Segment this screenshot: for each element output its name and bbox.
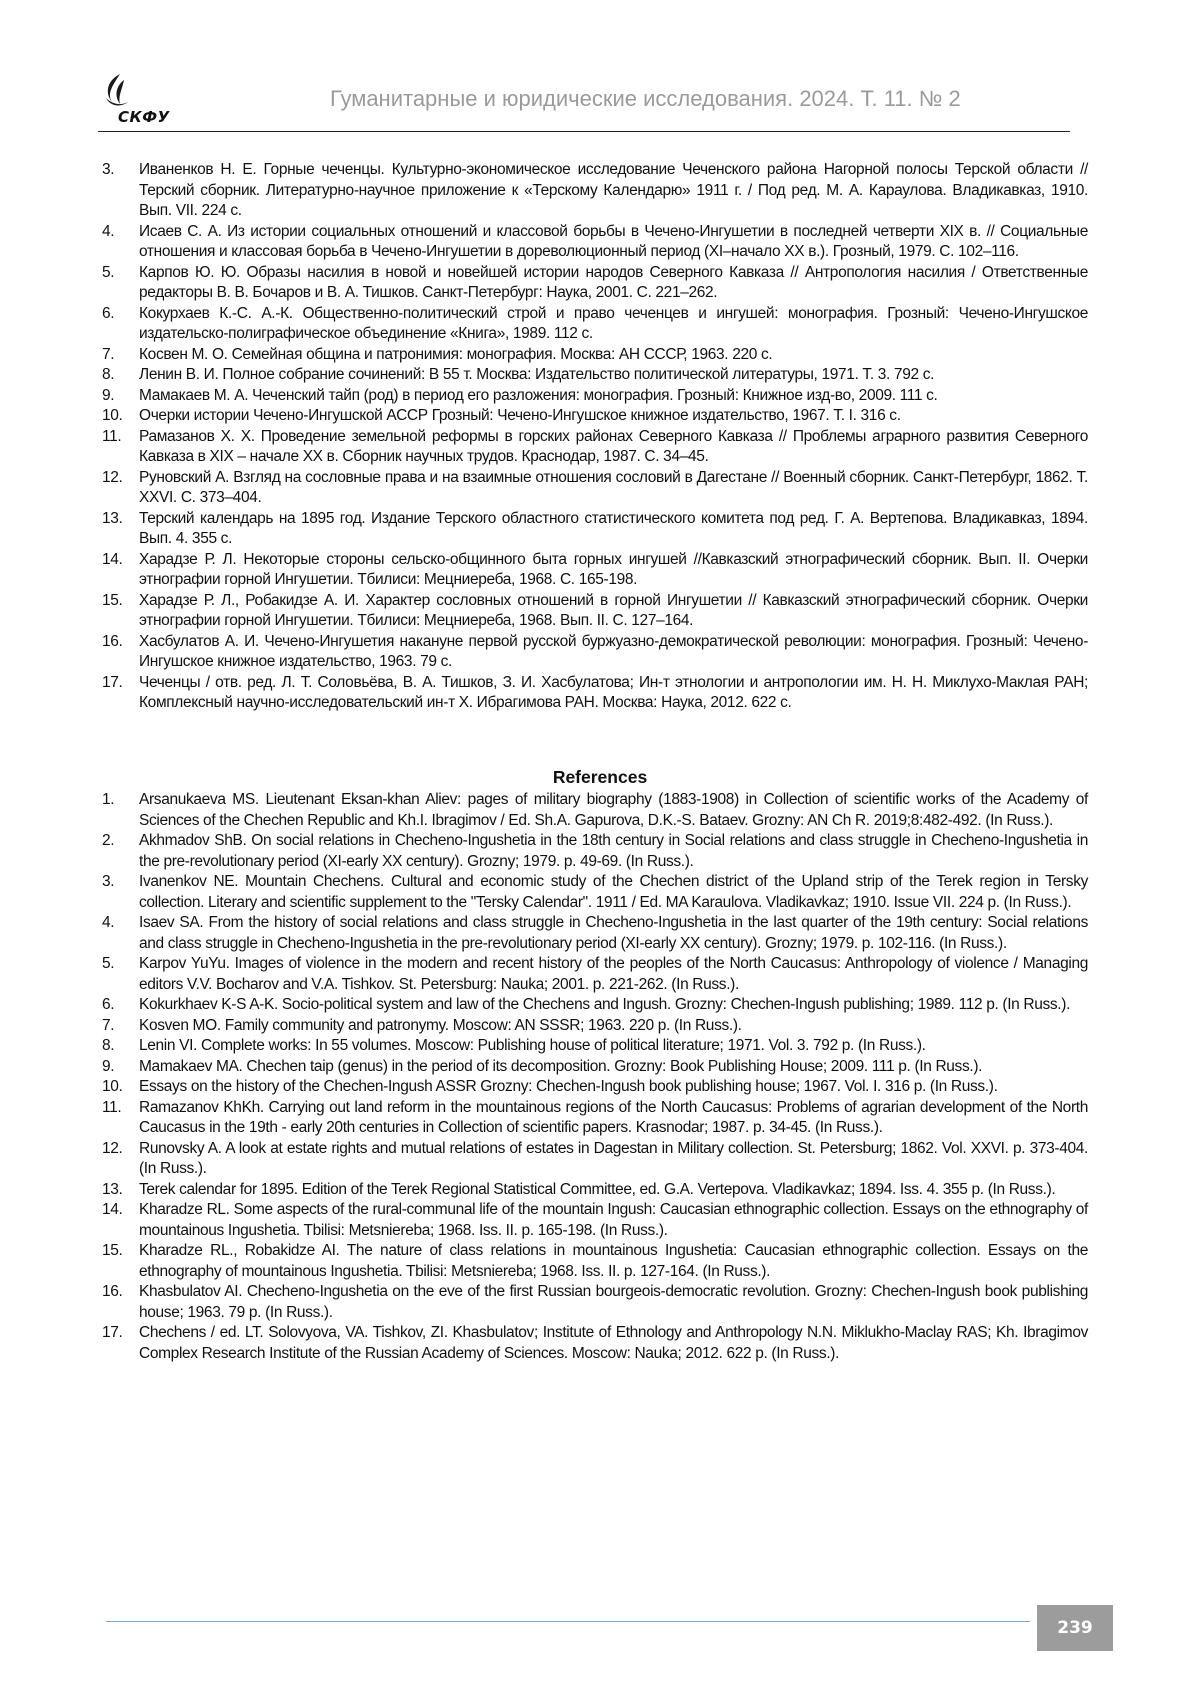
reference-item (102, 406, 1088, 427)
reference-text: Рамазанов Х. Х. Проведение земельной реформы в горских районах Северного Кавказа // Проблемы аграрного развития Северного Кавказа в XIX – начале XX в. Сборник научных трудов. Краснодар, 1987. С. 34–45. (139, 427, 1088, 465)
reference-number: 3. (102, 873, 115, 890)
reference-number: 8. (102, 1037, 115, 1054)
references-heading: References (552, 767, 648, 787)
reference-text: Essays on the history of the Chechen-Ingush ASSR Grozny: Chechen-Ingush book publishing house; 1967. Vol. I. 316 p. (In Russ.). (139, 1078, 998, 1095)
reference-item (102, 1241, 1088, 1282)
reference-number: 14. (102, 1201, 123, 1218)
reference-number: 15. (102, 591, 123, 609)
reference-item (102, 365, 1088, 386)
footer-divider (106, 1621, 1030, 1622)
reference-item (102, 790, 1088, 831)
reference-item (102, 160, 1088, 222)
journal-title: Гуманитарные и юридические исследования. 2024. Т. 11. № 2 (330, 86, 961, 111)
header-divider (98, 131, 1070, 132)
reference-text: Chechens / ed. LT. Solovyova, VA. Tishkov, ZI. Khasbulatov; Institute of Ethnology and Anthropology N.N. Miklukho-Maclay RAS; Kh. Ibragimov Complex Research Institute of the Russian Academy of Sciences. Moscow: Nauka; 2012. 622 p. (In Russ.). (139, 1324, 1088, 1362)
reference-number: 4. (102, 222, 115, 240)
reference-text: Харадзе Р. Л. Некоторые стороны сельско-общинного быта горных ингушей //Кавказский этнографический сборник. Вып. II. Очерки этнографии горной Ингушетии. Тбилиси: Мецниереба, 1968. С. 165-198. (139, 550, 1088, 588)
reference-text: Кокурхаев К.-С. А.-К. Общественно-политический строй и право чеченцев и ингушей: монография. Грозный: Чечено-Ингушское издательско-полиграфическое объединение «Книга», 1989. 112 с. (139, 304, 1088, 342)
references-russian-list (102, 160, 1088, 714)
reference-item (102, 1057, 1088, 1078)
reference-item (102, 386, 1088, 407)
reference-text: Руновский А. Взгляд на сословные права и на взаимные отношения сословий в Дагестане // Военный сборник. Санкт-Петербург, 1862. Т. XXVI. С. 373–404. (139, 468, 1088, 506)
reference-item (102, 1036, 1088, 1057)
reference-text: Kokurkhaev K-S A-K. Socio-political system and law of the Chechens and Ingush. Grozny: Chechen-Ingush publishing; 1989. 112 p. (In Russ.). (139, 996, 1071, 1013)
reference-text: Kharadze RL., Robakidze AI. The nature of class relations in mountainous Ingushetia: Caucasian ethnographic collection. Essays on the ethnography of mountainous Ingushetia. Tbilisi: Metsniereba; 1968. Iss. II. p. 127-164. (In Russ.). (139, 1242, 1088, 1280)
reference-text: Ivanenkov NE. Mountain Chechens. Cultural and economic study of the Chechen district of the Upland strip of the Terek region in Tersky collection. Literary and scientific supplement to the "Tersky Calendar". 1911 / Ed. MA Karaulova. Vladikavkaz; 1910. Issue VII. 224 p. (In Russ.). (139, 873, 1088, 911)
reference-number: 10. (102, 407, 123, 424)
reference-item (102, 1098, 1088, 1139)
reference-number: 12. (102, 468, 123, 486)
reference-number: 14. (102, 550, 123, 568)
reference-number: 11. (102, 1098, 122, 1116)
reference-number: 1. (102, 791, 115, 808)
reference-text: Isaev SA. From the history of social relations and class struggle in Checheno-Ingushetia in the last quarter of the 19th century: Social relations and class struggle in Checheno-Ingushetia in the pre-revolutionary period (XI-early XX century). Grozny; 1979. p. 102-116. (In Russ.). (139, 914, 1088, 952)
reference-number: 12. (102, 1139, 123, 1157)
reference-item (102, 1077, 1088, 1098)
reference-text: Kosven MO. Family community and patronymy. Moscow: AN SSSR; 1963. 220 p. (In Russ.). (139, 1016, 742, 1034)
reference-item (102, 1323, 1088, 1364)
logo-text: СКФУ (118, 108, 170, 126)
reference-text: Ленин В. И. Полное собрание сочинений: В 55 т. Москва: Издательство политической литературы, 1971. Т. 3. 792 с. (139, 366, 935, 383)
reference-text: Khasbulatov AI. Checheno-Ingushetia on the eve of the first Russian bourgeois-democratic revolution. Grozny: Chechen-Ingush book publishing house; 1963. 79 p. (In Russ.). (139, 1283, 1088, 1321)
reference-text: Терский календарь на 1895 год. Издание Терского областного статистического комитета под ред. Г. А. Вертепова. Владикавказ, 1894. Вып. 4. 355 с. (139, 509, 1088, 547)
reference-number: 17. (102, 1324, 123, 1341)
reference-text: Мамакаев М. А. Чеченский тайп (род) в период его разложения: монография. Грозный: Книжное изд-во, 2009. 111 с. (139, 386, 938, 404)
reference-item (102, 1200, 1088, 1241)
reference-number: 13. (102, 1180, 123, 1198)
reference-item (102, 509, 1088, 550)
reference-text: Akhmadov ShB. On social relations in Checheno-Ingushetia in the 18th century in Social relations and class struggle in Checheno-Ingushetia in the pre-revolutionary period (XI-early XX century). Grozny; 1979. p. 49-69. (In Russ.). (139, 832, 1088, 870)
references-english-list (102, 790, 1088, 1364)
reference-item (102, 1139, 1088, 1180)
reference-text: Lenin VI. Complete works: In 55 volumes. Moscow: Publishing house of political literature; 1971. Vol. 3. 792 p. (In Russ.). (139, 1037, 926, 1054)
reference-number: 16. (102, 632, 123, 650)
reference-number: 5. (102, 955, 115, 972)
reference-number: 13. (102, 509, 123, 527)
reference-number: 17. (102, 673, 123, 691)
reference-item (102, 1016, 1088, 1037)
reference-text: Харадзе Р. Л., Робакидзе А. И. Характер сословных отношений в горной Ингушетии // Кавказский этнографический сборник. Очерки этнографии горной Ингушетии. Тбилиси: Мецниереба, 1968. Вып. II. С. 127–164. (139, 591, 1088, 629)
reference-item (102, 345, 1088, 366)
reference-text: Karpov YuYu. Images of violence in the modern and recent history of the peoples of the North Caucasus: Anthropology of violence / Managing editors V.V. Bocharov and V.A. Tishkov. St. Petersburg: Nauka; 2001. p. 221-262. (In Russ.). (139, 955, 1088, 993)
reference-number: 7. (102, 1016, 115, 1034)
reference-number: 6. (102, 304, 115, 322)
reference-number: 11. (102, 427, 122, 445)
reference-number: 6. (102, 996, 115, 1013)
reference-item (102, 831, 1088, 872)
reference-number: 4. (102, 914, 115, 931)
reference-item (102, 673, 1088, 714)
reference-text: Terek calendar for 1895. Edition of the Terek Regional Statistical Committee, ed. G.A. Vertepova. Vladikavkaz; 1894. Iss. 4. 355 p. (In Russ.). (139, 1180, 1056, 1198)
reference-number: 8. (102, 366, 115, 383)
reference-item (102, 591, 1088, 632)
reference-number: 7. (102, 345, 115, 363)
reference-text: Mamakaev MA. Chechen taip (genus) in the period of its decomposition. Grozny: Book Publishing House; 2009. 111 p. (In Russ.). (139, 1057, 983, 1075)
reference-item (102, 1282, 1088, 1323)
reference-number: 9. (102, 1057, 115, 1075)
reference-item (102, 913, 1088, 954)
reference-item (102, 995, 1088, 1016)
reference-text: Kharadze RL. Some aspects of the rural-communal life of the mountain Ingush: Caucasian ethnographic collection. Essays on the ethnography of mountainous Ingushetia. Tbilisi: Metsniereba; 1968. Iss. II. p. 165-198. (In Russ.). (139, 1201, 1088, 1239)
reference-item (102, 263, 1088, 304)
reference-item (102, 954, 1088, 995)
reference-number: 9. (102, 386, 115, 404)
reference-number: 16. (102, 1283, 123, 1300)
reference-number: 3. (102, 161, 115, 178)
reference-text: Ramazanov KhKh. Carrying out land reform in the mountainous regions of the North Caucasus: Problems of agrarian development of the North Caucasus in the 19th - early 20th centuries in Collection of scientific papers. Krasnodar; 1987. p. 34-45. (In Russ.). (139, 1098, 1088, 1136)
reference-item (102, 550, 1088, 591)
reference-number: 10. (102, 1078, 123, 1095)
reference-text: Косвен М. О. Семейная община и патронимия: монография. Москва: АН СССР, 1963. 220 с. (139, 345, 773, 363)
reference-text: Иваненков Н. Е. Горные чеченцы. Культурно-экономическое исследование Чеченского района Нагорной полосы Терской области // Терский сборник. Литературно-научное приложение к «Терскому Календарю» 1911 г. / Под ред. М. А. Караулова. Владикавказ, 1910. Вып. VII. 224 с. (139, 161, 1088, 219)
reference-text: Хасбулатов А. И. Чечено-Ингушетия накануне первой русской буржуазно-демократической революции: монография. Грозный: Чечено-Ингушское книжное издательство, 1963. 79 с. (139, 632, 1088, 670)
reference-item (102, 304, 1088, 345)
reference-item (102, 1180, 1088, 1201)
reference-number: 2. (102, 832, 115, 849)
reference-text: Карпов Ю. Ю. Образы насилия в новой и новейшей истории народов Северного Кавказа // Антропология насилия / Ответственные редакторы В. В. Бочаров и В. А. Тишков. Санкт-Петербург: Наука, 2001. С. 221–262. (139, 263, 1088, 301)
reference-text: Очерки истории Чечено-Ингушской АССР Грозный: Чечено-Ингушское книжное издательство, 1967. Т. I. 316 с. (139, 407, 901, 424)
reference-text: Чеченцы / отв. ред. Л. Т. Соловьёва, В. А. Тишков, З. И. Хасбулатова; Ин-т этнологии и антропологии им. Н. Н. Миклухо-Маклая РАН; Комплексный научно-исследовательский ин-т Х. Ибрагимова РАН. Москва: Наука, 2012. 622 с. (139, 673, 1088, 711)
reference-item (102, 427, 1088, 468)
page-number: 239 (1037, 1605, 1113, 1651)
reference-text: Runovsky A. A look at estate rights and mutual relations of estates in Dagestan in Military collection. St. Petersburg; 1862. Vol. XXVI. p. 373-404. (In Russ.). (139, 1139, 1088, 1177)
reference-item (102, 632, 1088, 673)
reference-number: 5. (102, 263, 115, 281)
reference-number: 15. (102, 1242, 123, 1259)
reference-item (102, 468, 1088, 509)
reference-item (102, 222, 1088, 263)
reference-text: Arsanukaeva MS. Lieutenant Eksan-khan Aliev: pages of military biography (1883-1908) in Collection of scientific works of the Academy of Sciences of the Chechen Republic and Kh.I. Ibragimov / Ed. Sh.A. Gapurova, D.K.-S. Bataev. Grozny: AN Ch R. 2019;8:482-492. (In Russ.). (139, 791, 1088, 829)
reference-item (102, 872, 1088, 913)
journal-logo (98, 72, 178, 128)
reference-text: Исаев С. А. Из истории социальных отношений и классовой борьбы в Чечено-Ингушетии в последней четверти XIX в. // Социальные отношения и классовая борьба в Чечено-Ингушетии в дореволюционный период (XI–начало XX в.). Грозный, 1979. С. 102–116. (139, 222, 1088, 260)
flame-logo-icon (98, 72, 140, 112)
